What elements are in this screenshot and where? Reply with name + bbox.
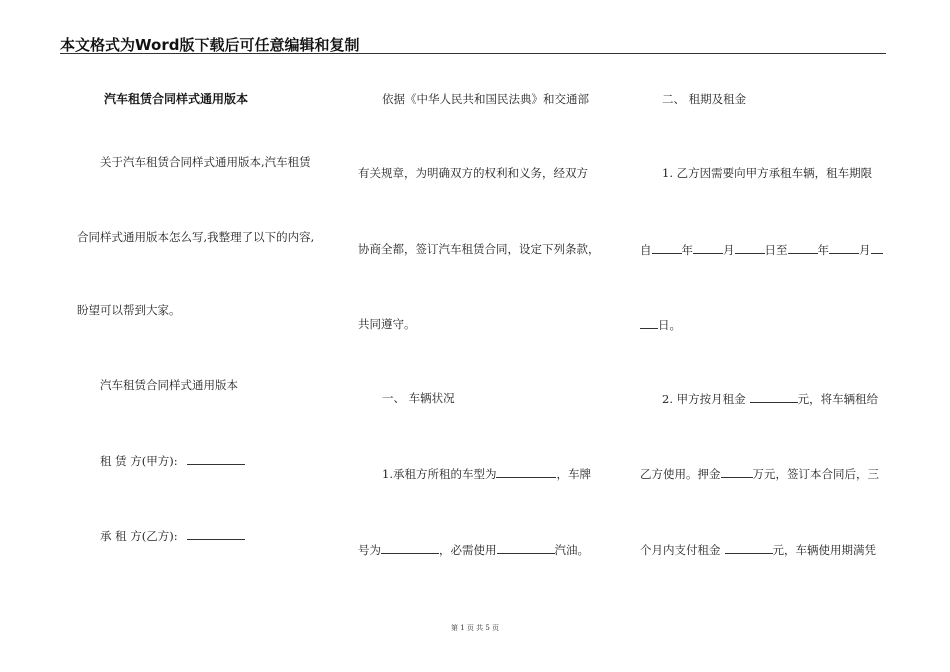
plate-label: ，车牌	[556, 467, 591, 481]
column-3	[620, 0, 950, 620]
monthly-rent-blank	[750, 391, 798, 403]
intro-line-3: 盼望可以帮到大家。	[77, 303, 181, 317]
preamble-line-4: 共同遵守。	[358, 317, 416, 331]
preamble-line-1: 依据《中华人民共和国民法典》和交通部	[382, 92, 589, 106]
page-number: 第 1 页 共 5 页	[450, 624, 500, 632]
start-day-to-label: 日至	[764, 243, 788, 257]
monthly-rent-label: 2. 甲方按月租金	[662, 392, 746, 406]
intro-line-1: 关于汽车租赁合同样式通用版本,汽车租赁	[100, 155, 311, 169]
end-year-label: 年	[817, 243, 829, 257]
plate-number-label: 号为	[358, 543, 381, 557]
lessor-blank	[187, 453, 245, 465]
end-day-blank-start	[871, 242, 883, 254]
fuel-label: ，必需使用	[439, 543, 497, 557]
payment-label: 个月内支付租金	[640, 543, 721, 557]
payment-suffix: 元，车辆使用期满凭	[772, 543, 876, 557]
lessor-row	[100, 453, 245, 468]
plate-number-blank	[381, 542, 439, 554]
preamble-line-2: 有关规章，为明确双方的权利和义务，经双方	[358, 166, 588, 180]
section-2-heading: 二、 租期及租金	[662, 92, 747, 106]
rent-line-3	[640, 542, 876, 557]
plate-fuel-line	[358, 542, 589, 557]
term-line-1: 1. 乙方因需要向甲方承租车辆，租车期限	[662, 166, 873, 180]
end-day-label: 日。	[658, 318, 681, 332]
start-day-blank	[735, 242, 765, 254]
column-1	[0, 0, 340, 620]
document-banner: 本文格式为Word版下载后可任意编辑和复制	[60, 36, 360, 54]
rent-line-1	[662, 391, 878, 406]
section-1-heading: 一、 车辆状况	[382, 391, 455, 405]
start-year-label: 年	[681, 243, 693, 257]
rent-to-label: 元，将车辆租给	[797, 392, 879, 406]
lessee-blank	[187, 528, 245, 540]
payment-blank	[725, 542, 773, 554]
fuel-suffix: 汽油。	[554, 543, 589, 557]
start-month-label: 月	[723, 243, 735, 257]
start-year-blank	[652, 242, 682, 254]
end-month-label: 月	[859, 243, 871, 257]
deposit-suffix: 万元，签订本合同后，三	[752, 467, 879, 481]
end-month-blank	[829, 242, 859, 254]
deposit-blank	[721, 466, 753, 478]
vehicle-model-line	[382, 466, 591, 481]
contract-subtitle: 汽车租赁合同样式通用版本	[100, 378, 238, 392]
lessor-label: 租 赁 方(甲方):	[100, 454, 178, 468]
vehicle-model-label: 1.承租方所租的车型为	[382, 467, 497, 481]
preamble-line-3: 协商全都，签订汽车租赁合同，设定下列条款，	[358, 242, 600, 256]
column-2	[340, 0, 620, 620]
rent-line-2	[640, 466, 879, 481]
document-title: 汽车租赁合同样式通用版本	[104, 92, 249, 106]
vehicle-model-blank	[496, 466, 556, 478]
term-date-line	[640, 242, 883, 257]
term-end-line	[640, 317, 681, 332]
start-month-blank	[693, 242, 723, 254]
term-from-label: 自	[640, 243, 652, 257]
end-day-blank	[640, 317, 658, 329]
lessee-row	[100, 528, 245, 543]
lessee-label: 承 租 方(乙方):	[100, 529, 178, 543]
end-year-blank	[788, 242, 818, 254]
intro-line-2: 合同样式通用版本怎么写,我整理了以下的内容,	[77, 230, 315, 244]
deposit-label: 乙方使用。押金	[640, 467, 721, 481]
fuel-type-blank	[497, 542, 555, 554]
